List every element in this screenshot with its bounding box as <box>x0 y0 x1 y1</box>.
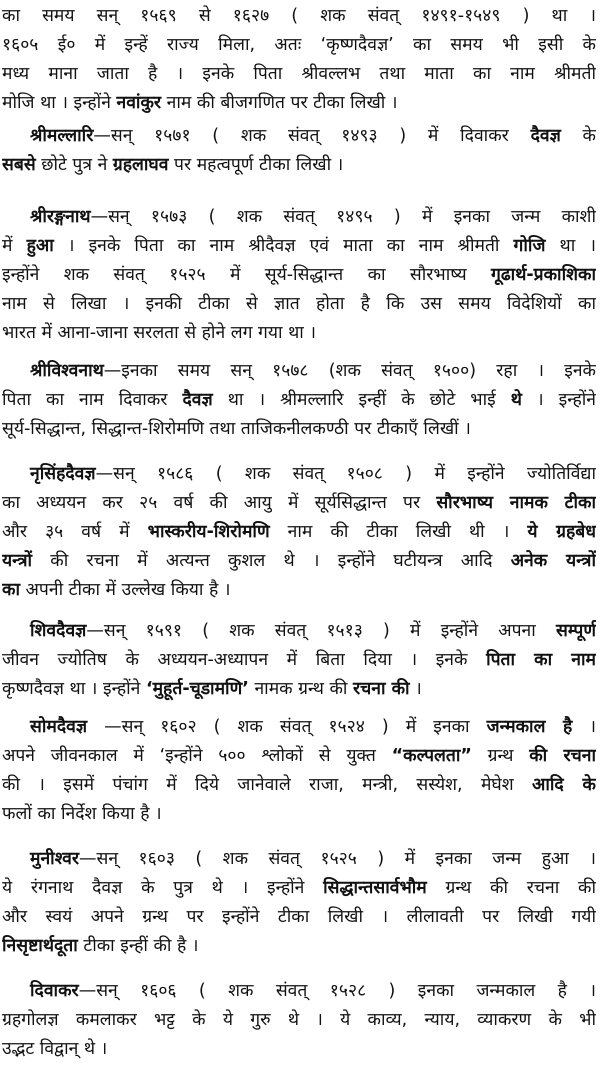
text-line <box>2 122 596 151</box>
bold-term: श्रीविश्वनाथ <box>30 361 104 381</box>
text-run: । इन्होंने <box>521 390 596 410</box>
text-run: इन्होंने शक संवत् १५२५ में सूर्य-सिद्धान्त का सौरभाष्य <box>2 265 491 285</box>
bold-term: सबसे <box>2 155 36 175</box>
text-line <box>2 742 596 771</box>
text-run: । <box>409 679 422 699</box>
text-line <box>2 617 596 646</box>
bold-term: गोजि <box>513 236 546 256</box>
text-run: नामक ग्रन्थ की <box>248 679 353 699</box>
text-line <box>2 977 596 1006</box>
bold-term: श्रीरङ्गनाथ <box>30 207 91 227</box>
text-line <box>2 547 596 576</box>
bold-term: थे <box>510 390 522 410</box>
text-run: —सन् १६०२ ( शक संवत् १५२४ ) में इनका <box>87 717 487 737</box>
text-run: —सन् १५८६ ( शक संवत् १५०८ ) में इन्होंने ज्योतिर्विद्या <box>95 464 596 484</box>
text-run: —इनका समय सन् १५७८ (शक संवत् १५००) रहा । इनके <box>103 361 596 381</box>
text-line <box>2 60 596 89</box>
text-run: था । श्रीमल्लारि इन्हीं के छोटे भाई <box>212 390 511 410</box>
bold-term: अनेक यन्त्रों <box>510 551 596 571</box>
text-line <box>2 415 596 444</box>
text-line <box>2 675 596 704</box>
text-line <box>2 903 596 932</box>
bold-term: सौरभाष्य नामक टीका <box>436 493 596 513</box>
paragraph <box>2 977 596 1064</box>
text-line <box>2 386 596 415</box>
text-run: नाम से लिखा । इनकी टीका से ज्ञात होता है कि उस समय विदेशियों का <box>2 294 596 314</box>
text-run: । <box>572 717 596 737</box>
text-run: मध्य माना जाता है । इनके पिता श्रीवल्लभ तथा माता का नाम श्रीमती <box>2 64 596 84</box>
paragraph <box>2 2 596 118</box>
text-run: उद्भट विद्वान् थे । <box>2 1039 108 1059</box>
bold-term: की रचना <box>529 746 596 766</box>
bold-term: सोमदैवज्ञ <box>30 717 88 737</box>
text-line <box>2 232 596 261</box>
text-line <box>2 489 596 518</box>
bold-term: ये ग्रहबेध <box>527 522 596 542</box>
text-run: था । <box>545 236 596 256</box>
bold-term: जन्मकाल है <box>486 717 573 737</box>
text-line <box>2 874 596 903</box>
text-run: । इनके पिता का नाम श्रीदैवज्ञ एवं माता का नाम श्रीमती <box>53 236 514 256</box>
paragraph <box>2 203 596 348</box>
text-run: कृष्णदैवज्ञ था । इन्होंने <box>2 679 146 699</box>
text-line <box>2 89 596 118</box>
text-line <box>2 261 596 290</box>
bold-term: आदि के <box>531 775 596 795</box>
text-line <box>2 646 596 675</box>
text-line <box>2 203 596 232</box>
paragraph <box>2 713 596 829</box>
text-run: पिता का नाम दिवाकर <box>2 390 183 410</box>
paragraph <box>2 357 596 444</box>
text-run: और ३५ वर्ष में <box>2 522 148 542</box>
bold-term: ‘मुहूर्त-चूडामणि’ <box>145 679 249 699</box>
text-line <box>2 518 596 547</box>
text-line <box>2 771 596 800</box>
text-run: की रचना में अत्यन्त कुशल थे । इन्होंने घटीयन्त्र आदि <box>32 551 511 571</box>
text-line <box>2 151 596 180</box>
text-run: ये रंगनाथ दैवज्ञ के पुत्र थे । इन्होंने <box>2 878 324 898</box>
text-line <box>2 319 596 348</box>
text-line <box>2 800 596 829</box>
text-line <box>2 932 596 961</box>
text-run: ग्रन्थ की रचना की <box>426 878 596 898</box>
text-run: ग्रहगोलज्ञ कमलाकर भट्ट के ये गुरु थे । ये काव्य, न्याय, व्याकरण के भी <box>2 1010 596 1030</box>
bold-term: यन्त्रों <box>2 551 33 571</box>
text-run: का समय सन् १५६९ से १६२७ ( शक संवत् १४९१-१५४९ ) था । <box>2 6 596 26</box>
bold-term: “कल्पलता” <box>391 746 472 766</box>
text-run: —सन् १५७३ ( शक संवत् १४९५ ) में इनका जन्म काशी <box>90 207 596 227</box>
paragraph <box>2 460 596 605</box>
bold-term: श्रीमल्लारि <box>30 126 94 146</box>
bold-term: ग्रहलाघव <box>112 155 169 175</box>
bold-term: निसृष्टार्थदूता <box>2 936 78 956</box>
paragraph <box>2 122 596 180</box>
bold-term: मुनीश्वर <box>30 849 80 869</box>
bold-term: रचना की <box>353 679 410 699</box>
text-line <box>2 576 596 605</box>
text-run: ग्रन्थ <box>471 746 530 766</box>
text-run: में <box>2 236 27 256</box>
text-run: फलों का निर्देश किया है । <box>2 804 162 824</box>
text-line <box>2 290 596 319</box>
text-line <box>2 845 596 874</box>
text-run: अपनी टीका में उल्लेख किया है । <box>19 580 231 600</box>
text-run: और स्वयं अपने ग्रन्थ पर इन्होंने टीका लिखी । लीलावती पर लिखी गयी <box>2 907 596 927</box>
bold-term: भास्करीय-शिरोमणि <box>147 522 270 542</box>
text-run: की । इसमें पंचांग में दिये जानेवाले राजा, मन्त्री, सस्येश, मेघेश <box>2 775 532 795</box>
bold-term: दैवज्ञ <box>182 390 213 410</box>
text-run: टीका इन्हीं की है । <box>77 936 199 956</box>
text-line <box>2 713 596 742</box>
paragraph <box>2 617 596 704</box>
bold-term: हुआ <box>26 236 54 256</box>
text-line <box>2 460 596 489</box>
text-run: —सन् १५७१ ( शक संवत् १४९३ ) में दिवाकर <box>93 126 531 146</box>
text-run: १६०५ ई० में इन्हें राज्य मिला, अतः ‘कृष्णदैवज्ञ’ का समय भी इसी के <box>2 35 596 55</box>
bold-term: दैवज्ञ <box>530 126 561 146</box>
text-line <box>2 1006 596 1035</box>
paragraph <box>2 845 596 961</box>
text-run: जीवन ज्योतिष के अध्ययन-अध्यापन में बिता दिया । इनके <box>2 650 487 670</box>
bold-term: शिवदैवज्ञ <box>30 621 87 641</box>
text-line <box>2 2 596 31</box>
text-run: —सन् १६०६ ( शक संवत् १५२८ ) इनका जन्मकाल है । <box>78 981 596 1001</box>
bold-term: गूढार्थ-प्रकाशिका <box>490 265 596 285</box>
text-run: सूर्य-सिद्धान्त, सिद्धान्त-शिरोमणि तथा ताजिकनीलकण्ठी पर टीकाएँ लिखीं । <box>2 419 471 439</box>
bold-term: नवांकुर <box>116 93 162 113</box>
text-line <box>2 1035 596 1064</box>
text-line <box>2 357 596 386</box>
bold-term: का <box>2 580 20 600</box>
bold-term: नृसिंहदैवज्ञ <box>30 464 96 484</box>
text-run: —सन् १६०३ ( शक संवत् १५२५ ) में इनका जन्म हुआ । <box>79 849 596 869</box>
text-run: मोजि था । इन्होंने <box>2 93 117 113</box>
text-run: अपने जीवनकाल में ‘इन्होंने ५०० श्लोकों से युक्त <box>2 746 392 766</box>
text-run: पर महत्वपूर्ण टीका लिखी । <box>168 155 344 175</box>
text-run: छोटे पुत्र ने <box>35 155 113 175</box>
bold-term: सम्पूर्ण <box>555 621 596 641</box>
text-line <box>2 31 596 60</box>
text-run: नाम की बीजगणित पर टीका लिखी । <box>161 93 398 113</box>
text-run: —सन् १५९१ ( शक संवत् १५१३ ) में इन्होंने अपना <box>86 621 556 641</box>
text-run: भारत में आना-जाना सरलता से होने लग गया था । <box>2 323 317 343</box>
text-run: नाम की टीका लिखी थी । <box>269 522 528 542</box>
text-run: के <box>560 126 596 146</box>
bold-term: सिद्धान्तसार्वभौम <box>323 878 427 898</box>
text-run: का अध्ययन कर २५ वर्ष की आयु में सूर्यसिद्धान्त पर <box>2 493 437 513</box>
bold-term: पिता का नाम <box>486 650 596 670</box>
bold-term: दिवाकर <box>30 981 79 1001</box>
